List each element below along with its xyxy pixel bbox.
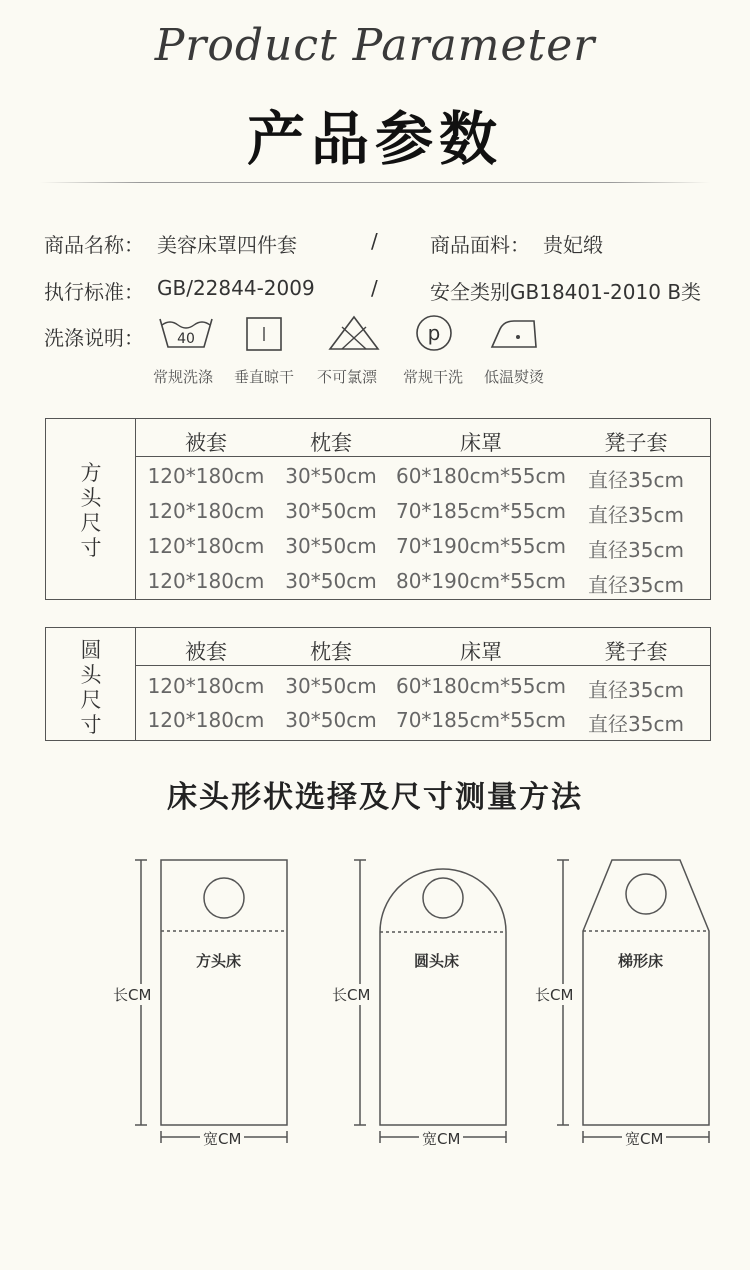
- fabric-label: 商品面料：: [430, 233, 530, 257]
- table-cell: 30*50cm: [285, 464, 377, 488]
- table-cell: 70*190cm*55cm: [395, 534, 567, 558]
- header-cell: 床罩: [460, 431, 502, 455]
- table-cell: 直径35cm: [588, 538, 684, 562]
- dry-clean-icon: [394, 313, 474, 353]
- length-label: 长CM: [332, 986, 371, 1004]
- side-char: 尺: [80, 511, 102, 535]
- square-size-table: [45, 418, 711, 600]
- table-cell: 直径35cm: [588, 712, 684, 736]
- bed-name-label: 梯形床: [618, 952, 664, 970]
- table-cell: 直径35cm: [588, 678, 684, 702]
- table-cell: 30*50cm: [285, 534, 377, 558]
- bed-name-label: 方头床: [196, 952, 242, 970]
- trapezoid-bed-diagram: [557, 860, 709, 1143]
- name-value: 美容床罩四件套: [157, 233, 297, 257]
- side-char: 尺: [80, 688, 102, 712]
- table-cell: 120*180cm: [147, 534, 265, 558]
- side-char: 寸: [80, 536, 102, 560]
- table-cell: 30*50cm: [285, 569, 377, 593]
- standard-label: 执行标准：: [44, 280, 144, 304]
- table-cell: 30*50cm: [285, 708, 377, 732]
- table-cell: 70*185cm*55cm: [395, 708, 567, 732]
- table-cell: 60*180cm*55cm: [395, 464, 567, 488]
- svg-text:40: 40: [177, 331, 195, 347]
- side-char: 寸: [80, 713, 102, 737]
- separator: /: [371, 229, 378, 253]
- header-cell: 凳子套: [604, 640, 668, 664]
- table-cell: 直径35cm: [588, 468, 684, 492]
- svg-text:p: p: [427, 321, 441, 345]
- care-caption: 低温熨烫: [483, 368, 544, 386]
- header-cell: 被套: [185, 640, 227, 664]
- separator: /: [371, 276, 378, 300]
- header-cell: 枕套: [310, 640, 352, 664]
- no-bleach-icon: [314, 313, 394, 353]
- section-title: 床头形状选择及尺寸测量方法: [167, 780, 583, 815]
- square-bed-diagram: [135, 860, 287, 1143]
- care-caption: 常规干洗: [402, 368, 463, 386]
- standard-value: GB/22844-2009: [157, 276, 315, 300]
- table-cell: 直径35cm: [588, 573, 684, 597]
- page-title: 产品参数: [246, 105, 503, 173]
- care-caption: 常规洗涤: [152, 368, 213, 386]
- table-side-label: [46, 628, 136, 740]
- wash-40-icon: [146, 313, 226, 353]
- table-cell: 120*180cm: [147, 499, 265, 523]
- header-cell: 被套: [185, 431, 227, 455]
- width-label: 宽CM: [200, 1128, 244, 1149]
- table-cell: 120*180cm: [147, 674, 265, 698]
- care-caption: 不可氯漂: [316, 368, 377, 386]
- divider: [40, 182, 710, 183]
- table-cell: 120*180cm: [147, 708, 265, 732]
- side-char: 圆: [80, 638, 102, 662]
- table-cell: 直径35cm: [588, 503, 684, 527]
- table-cell: 30*50cm: [285, 674, 377, 698]
- care-caption: 垂直晾干: [233, 368, 294, 386]
- side-char: 头: [80, 663, 102, 687]
- table-cell: 120*180cm: [147, 464, 265, 488]
- length-label: 长CM: [113, 986, 152, 1004]
- line-dry-icon: [224, 313, 304, 353]
- round-size-table: [45, 627, 711, 741]
- low-iron-icon: [474, 313, 554, 353]
- width-label: 宽CM: [622, 1128, 666, 1149]
- name-label: 商品名称：: [44, 233, 144, 257]
- length-label: 长CM: [535, 986, 574, 1004]
- table-cell: 30*50cm: [285, 499, 377, 523]
- table-cell: 120*180cm: [147, 569, 265, 593]
- table-cell: 70*185cm*55cm: [395, 499, 567, 523]
- fabric-value: 贵妃缎: [543, 233, 603, 257]
- header-cell: 床罩: [460, 640, 502, 664]
- script-title: Product Parameter: [154, 20, 596, 71]
- bed-name-label: 圆头床: [414, 952, 460, 970]
- table-cell: 60*180cm*55cm: [395, 674, 567, 698]
- side-char: 头: [80, 486, 102, 510]
- safety-category: 安全类别GB18401-2010 B类: [430, 280, 702, 304]
- care-label: 洗涤说明：: [44, 326, 144, 350]
- width-label: 宽CM: [419, 1128, 463, 1149]
- round-bed-diagram: [354, 860, 506, 1143]
- table-cell: 80*190cm*55cm: [395, 569, 567, 593]
- header-cell: 凳子套: [604, 431, 668, 455]
- table-side-label: [46, 419, 136, 599]
- header-cell: 枕套: [310, 431, 352, 455]
- side-char: 方: [80, 461, 102, 485]
